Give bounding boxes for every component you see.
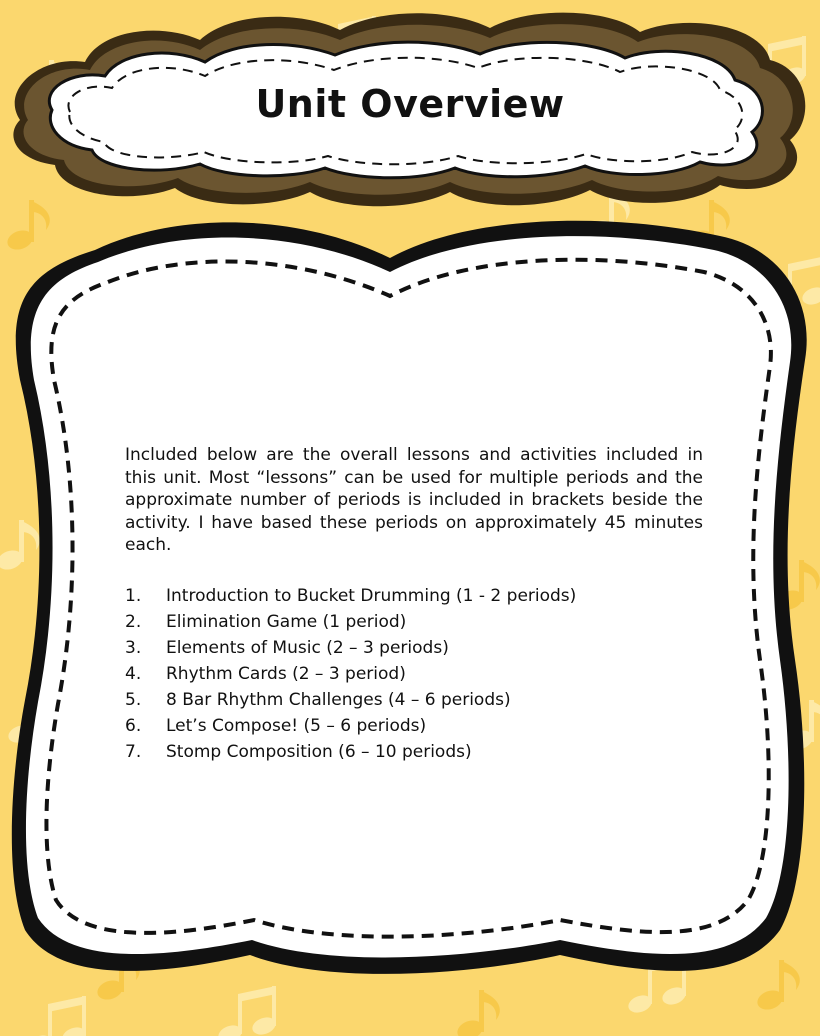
lesson-number: 5. (125, 690, 142, 710)
lesson-item (125, 741, 725, 767)
page-title: Unit Overview (255, 82, 565, 126)
lesson-text: Introduction to Bucket Drumming (1 - 2 periods) (166, 586, 577, 606)
lesson-number: 2. (125, 612, 142, 632)
lesson-item (125, 637, 725, 663)
lesson-text: Stomp Composition (6 – 10 periods) (166, 742, 472, 762)
lesson-number: 3. (125, 638, 142, 658)
lesson-list (125, 585, 725, 767)
lesson-number: 6. (125, 716, 142, 736)
lesson-text: Elements of Music (2 – 3 periods) (166, 638, 449, 658)
lesson-text: Let’s Compose! (5 – 6 periods) (166, 716, 427, 736)
intro-paragraph: Included below are the overall lessons and activities included in this unit. Most “lessons” can be used for multiple periods and the approximate number of periods is included in brackets beside the activity. I have based these periods on approximately 45 minutes each. (125, 445, 703, 555)
lesson-item (125, 585, 725, 611)
lesson-text: 8 Bar Rhythm Challenges (4 – 6 periods) (166, 690, 511, 710)
lesson-number: 1. (125, 586, 142, 606)
lesson-item (125, 689, 725, 715)
lesson-number: 7. (125, 742, 142, 762)
lesson-text: Elimination Game (1 period) (166, 612, 407, 632)
lesson-number: 4. (125, 664, 142, 684)
lesson-text: Rhythm Cards (2 – 3 period) (166, 664, 406, 684)
double-music-note-icon (26, 996, 88, 1036)
lesson-item (125, 663, 725, 689)
lesson-item (125, 715, 725, 741)
lesson-item (125, 611, 725, 637)
